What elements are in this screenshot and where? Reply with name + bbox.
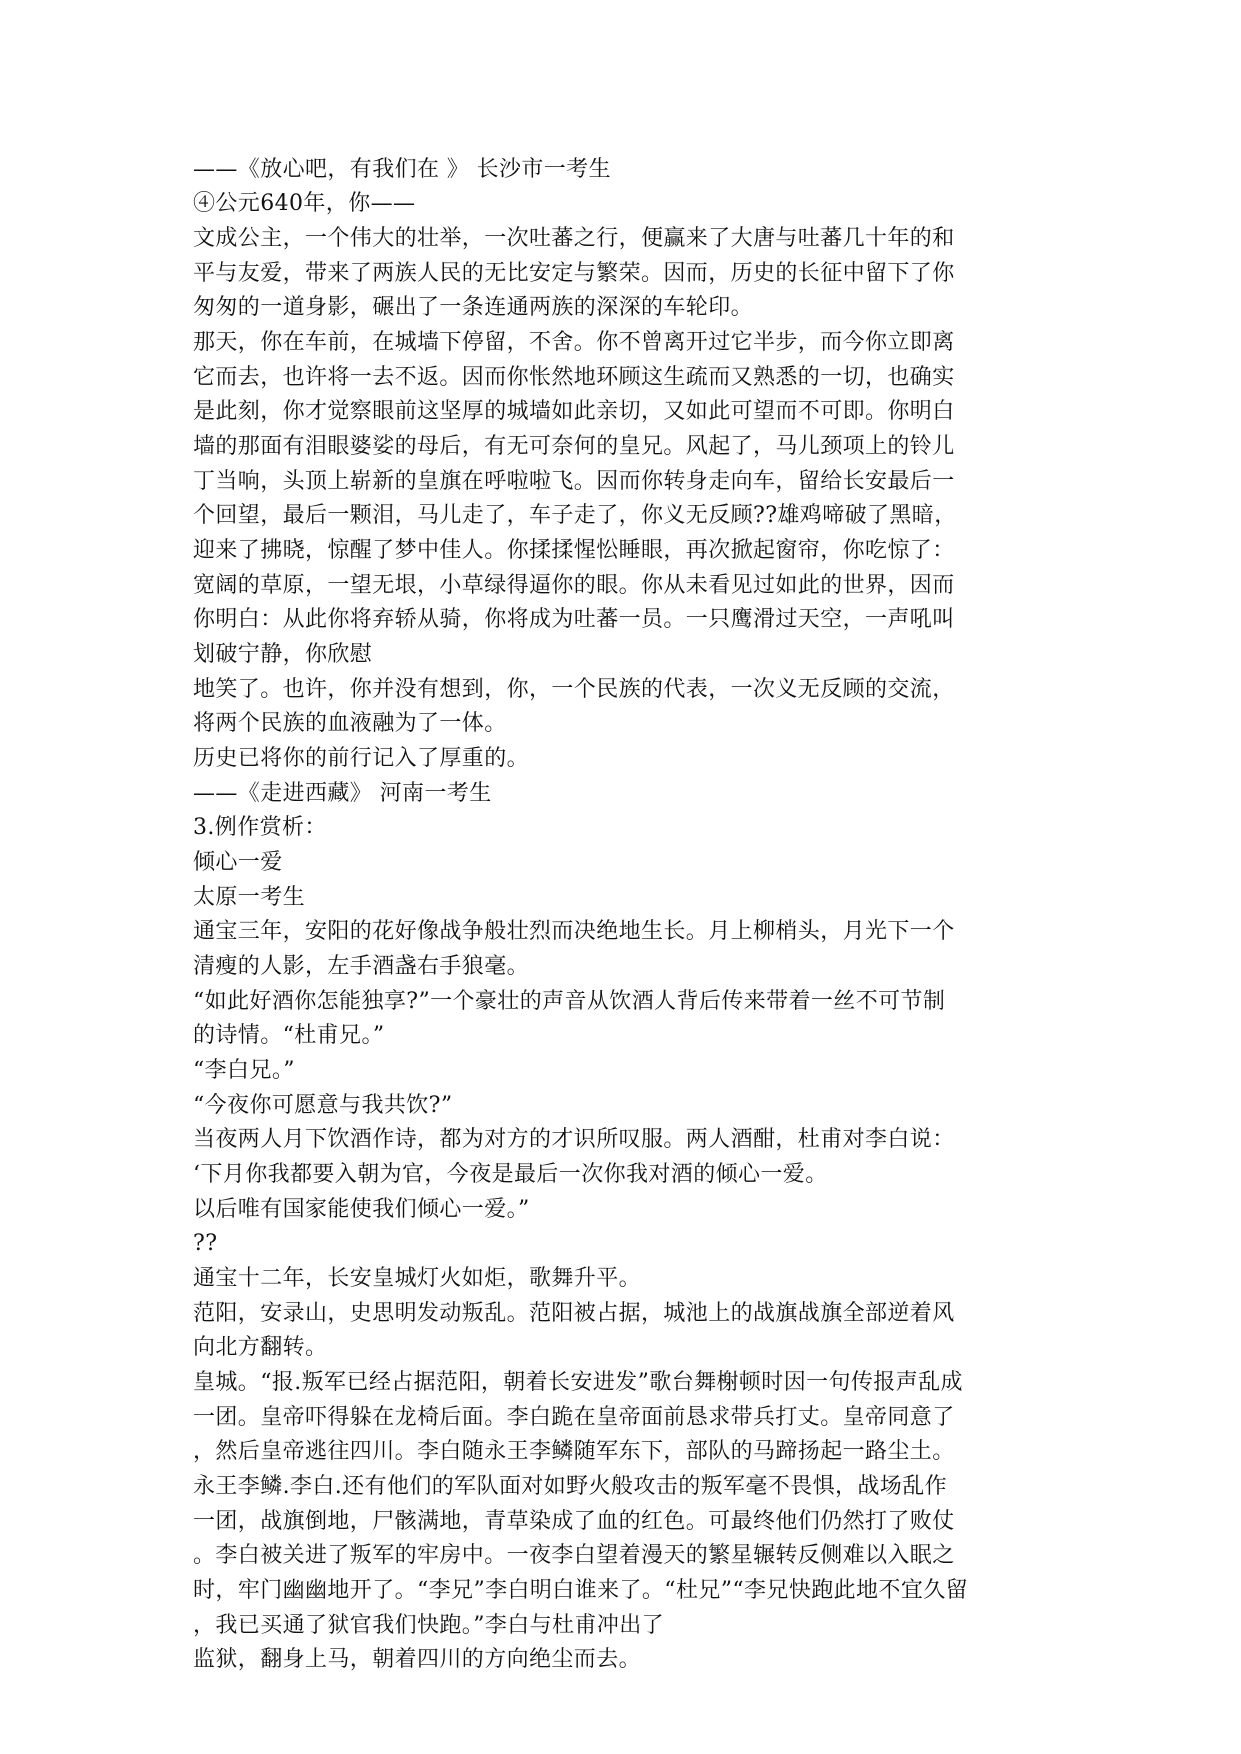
text-line: 那天，你在车前，在城墙下停留，不舍。你不曾离开过它半步，而今你立即离 [193, 330, 955, 355]
text-line: ——《放心吧，有我们在 》 长沙市一考生 [193, 157, 611, 182]
text-line: 它而去，也许将一去不返。因而你怅然地环顾这生疏而又熟悉的一切，也确实 [193, 365, 955, 390]
text-line: 的诗情。“杜甫兄。” [193, 1023, 385, 1048]
essay-author: 太原一考生 [193, 885, 306, 910]
text-line: 时，牢门幽幽地开了。“李兄”李白明白谁来了。“杜兄”“李兄快跑此地不宜久留 [193, 1578, 969, 1603]
text-line: 向北方翻转。 [193, 1335, 328, 1360]
text-line: 平与友爱，带来了两族人民的无比安定与繁荣。因而，历史的长征中留下了你 [193, 261, 955, 286]
text-line: 一团。皇帝吓得躲在龙椅后面。李白跪在皇帝面前恳求带兵打丈。皇帝同意了 [193, 1405, 955, 1430]
text-line: ‘下月你我都要入朝为官，今夜是最后一次你我对酒的倾心一爱。 [193, 1162, 828, 1187]
text-line: 皇城。“报.叛军已经占据范阳，朝着长安进发”歌台舞榭顿时因一句传报声乱成 [193, 1370, 963, 1395]
text-line: “今夜你可愿意与我共饮?” [193, 1093, 453, 1118]
essay-title: 倾心一爱 [193, 850, 283, 875]
text-line: 迎来了拂晓，惊醒了梦中佳人。你揉揉惺忪睡眼，再次掀起窗帘，你吃惊了： [193, 538, 955, 563]
text-line: 地笑了。也许，你并没有想到，你，一个民族的代表，一次义无反顾的交流， [193, 677, 955, 702]
text-line: 丁当响，头顶上崭新的皇旗在呼啦啦飞。因而你转身走向车，留给长安最后一 [193, 469, 955, 494]
text-line: 历史已将你的前行记入了厚重的。 [193, 746, 530, 771]
text-line: 文成公主，一个伟大的壮举，一次吐蕃之行，便赢来了大唐与吐蕃几十年的和 [193, 226, 955, 251]
text-line: 当夜两人月下饮酒作诗，都为对方的才识所叹服。两人酒酣，杜甫对李白说： [193, 1127, 955, 1152]
text-line: ——《走进西藏》 河南一考生 [193, 781, 492, 806]
text-line: 以后唯有国家能使我们倾心一爱。” [193, 1197, 530, 1222]
text-line: 匆匆的一道身影，碾出了一条连通两族的深深的车轮印。 [193, 295, 754, 320]
text-line: 是此刻，你才觉察眼前这坚厚的城墙如此亲切，又如此可望而不可即。你明白 [193, 399, 955, 424]
text-line: 一团，战旗倒地，尸骸满地，青草染成了血的红色。可最终他们仍然打了败仗 [193, 1509, 955, 1534]
text-line: 通宝三年，安阳的花好像战争般壮烈而决绝地生长。月上柳梢头，月光下一个 [193, 919, 955, 944]
text-line: ，我已买通了狱官我们快跑。”李白与杜甫冲出了 [193, 1613, 665, 1638]
text-line: 。李白被关进了叛军的牢房中。一夜李白望着漫天的繁星辗转反侧难以入眠之 [193, 1543, 955, 1568]
text-line: 个回望，最后一颗泪，马儿走了，车子走了，你义无反顾??雄鸡啼破了黑暗， [193, 503, 957, 528]
text-line: 范阳，安录山，史思明发动叛乱。范阳被占据，城池上的战旗战旗全部逆着风 [193, 1301, 955, 1326]
text-line: 宽阔的草原，一望无垠，小草绿得逼你的眼。你从未看见过如此的世界，因而 [193, 573, 955, 598]
text-line: 将两个民族的血液融为了一体。 [193, 711, 507, 736]
text-line: 监狱，翻身上马，朝着四川的方向绝尘而去。 [193, 1647, 642, 1672]
text-line: 墙的那面有泪眼婆娑的母后，有无可奈何的皇兄。风起了，马儿颈项上的铃儿 [193, 434, 955, 459]
text-line: ④公元640年，你—— [193, 191, 416, 216]
text-line: ?? [193, 1231, 218, 1256]
section-heading: 3.例作赏析： [193, 815, 327, 840]
text-line: 划破宁静，你欣慰 [193, 642, 373, 667]
text-line: 通宝十二年，长安皇城灯火如炬，歌舞升平。 [193, 1266, 642, 1291]
text-line: ，然后皇帝逃往四川。李白随永王李鳞随军东下，部队的马蹄扬起一路尘土。 [193, 1439, 955, 1464]
text-line: “如此好酒你怎能独享?”一个豪壮的声音从饮酒人背后传来带着一丝不可节制 [193, 989, 946, 1014]
text-line: 你明白：从此你将弃轿从骑，你将成为吐蕃一员。一只鹰滑过天空，一声吼叫 [193, 607, 955, 632]
text-line: 清瘦的人影，左手酒盏右手狼毫。 [193, 954, 530, 979]
text-line: 永王李鳞.李白.还有他们的军队面对如野火般攻击的叛军毫不畏惧，战场乱作 [193, 1474, 947, 1499]
text-line: “李白兄。” [193, 1058, 295, 1083]
